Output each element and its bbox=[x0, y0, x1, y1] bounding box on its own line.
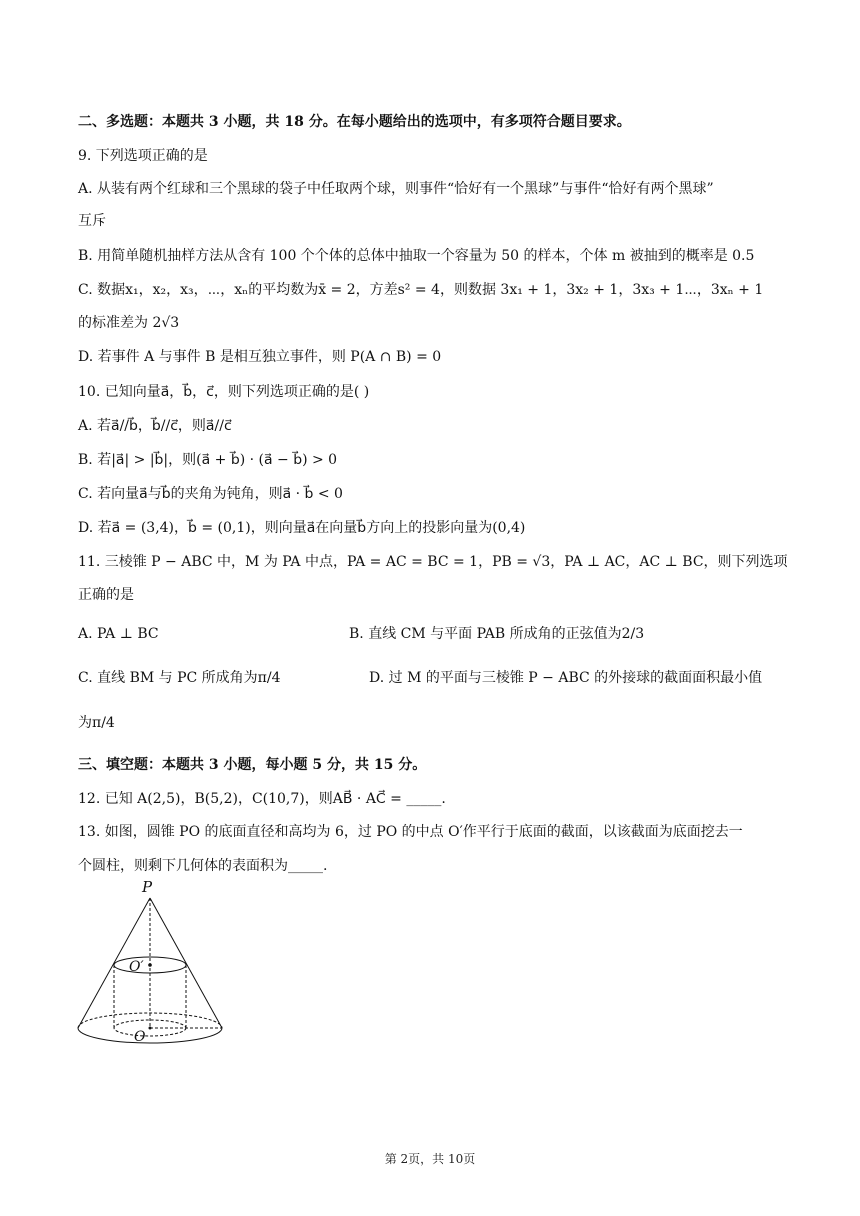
question-10-stem: 10. 已知向量a⃗，b⃗，c⃗，则下列选项正确的是( ) bbox=[78, 384, 370, 400]
question-9-option-b: B. 用简单随机抽样方法从含有 100 个个体的总体中抽取一个容量为 50 的样本，个体 m 被抽到的概率是 0.5 bbox=[78, 248, 755, 264]
question-11-option-d: D. 过 M 的平面与三棱锥 P − ABC 的外接球的截面面积最小值 bbox=[369, 670, 763, 686]
question-11-option-b: B. 直线 CM 与平面 PAB 所成角的正弦值为2/3 bbox=[349, 626, 645, 642]
question-10-option-c: C. 若向量a⃗与b⃗的夹角为钝角，则a⃗ · b⃗ < 0 bbox=[78, 486, 343, 502]
page-footer: 第 2页，共 10页 bbox=[384, 1152, 476, 1166]
section-heading-fill-in: 三、填空题：本题共 3 小题，每小题 5 分，共 15 分。 bbox=[78, 757, 427, 773]
section-heading-text: 二、多选题：本题共 3 小题，共 18 分。在每小题给出的选项中，有多项符合题目要求。 bbox=[78, 114, 631, 130]
question-9-option-c-cont: 的标准差为 2√3 bbox=[78, 315, 180, 331]
label-o: O bbox=[134, 1029, 146, 1045]
question-9-option-a: A. 从装有两个红球和三个黑球的袋子中任取两个球，则事件“恰好有一个黑球”与事件“恰好有两个黑球” bbox=[78, 181, 714, 197]
question-11-option-c: C. 直线 BM 与 PC 所成角为π/4 bbox=[78, 670, 281, 686]
question-9-stem: 9. 下列选项正确的是 bbox=[78, 148, 208, 164]
label-o-prime: O′ bbox=[129, 959, 144, 975]
question-9-option-a-cont: 互斥 bbox=[78, 213, 106, 229]
label-p: P bbox=[142, 878, 153, 896]
question-9-option-c: C. 数据x₁，x₂，x₃，⋯，xₙ的平均数为x̄ = 2，方差s² = 4，则数据 3x₁ + 1，3x₂ + 1，3x₃ + 1⋯，3xₙ + 1 bbox=[78, 282, 764, 298]
question-11-option-a: A. PA ⊥ BC bbox=[78, 626, 159, 642]
question-13: 13. 如图，圆锥 PO 的底面直径和高均为 6，过 PO 的中点 O′作平行于底面的截面，以该截面为底面挖去一 bbox=[78, 824, 743, 840]
question-10-option-b: B. 若|a⃗| > |b⃗|，则(a⃗ + b⃗) · (a⃗ − b⃗) > 0 bbox=[78, 452, 338, 468]
question-10-option-d: D. 若a⃗ = (3,4)，b⃗ = (0,1)，则向量a⃗在向量b⃗方向上的投影向量为(0,4) bbox=[78, 520, 526, 536]
question-13-cont: 个圆柱，则剩下几何体的表面积为_____. bbox=[78, 858, 328, 874]
section-heading-multiple-choice bbox=[78, 112, 631, 132]
question-11-option-d-cont: 为π/4 bbox=[78, 715, 115, 731]
question-12: 12. 已知 A(2,5)，B(5,2)，C(10,7)，则AB⃗ · AC⃗ = _____. bbox=[78, 791, 446, 807]
question-9-option-d: D. 若事件 A 与事件 B 是相互独立事件，则 P(A ∩ B) = 0 bbox=[78, 349, 442, 365]
question-11-stem-cont: 正确的是 bbox=[78, 587, 134, 603]
question-10-option-a: A. 若a⃗//b⃗，b⃗//c⃗，则a⃗//c⃗ bbox=[78, 418, 232, 434]
question-11-stem: 11. 三棱锥 P − ABC 中，M 为 PA 中点，PA = AC = BC = 1，PB = √3，PA ⊥ AC，AC ⊥ BC，则下列选项 bbox=[78, 554, 788, 570]
cone-figure bbox=[70, 878, 240, 1058]
cone-diagram bbox=[70, 878, 240, 1058]
